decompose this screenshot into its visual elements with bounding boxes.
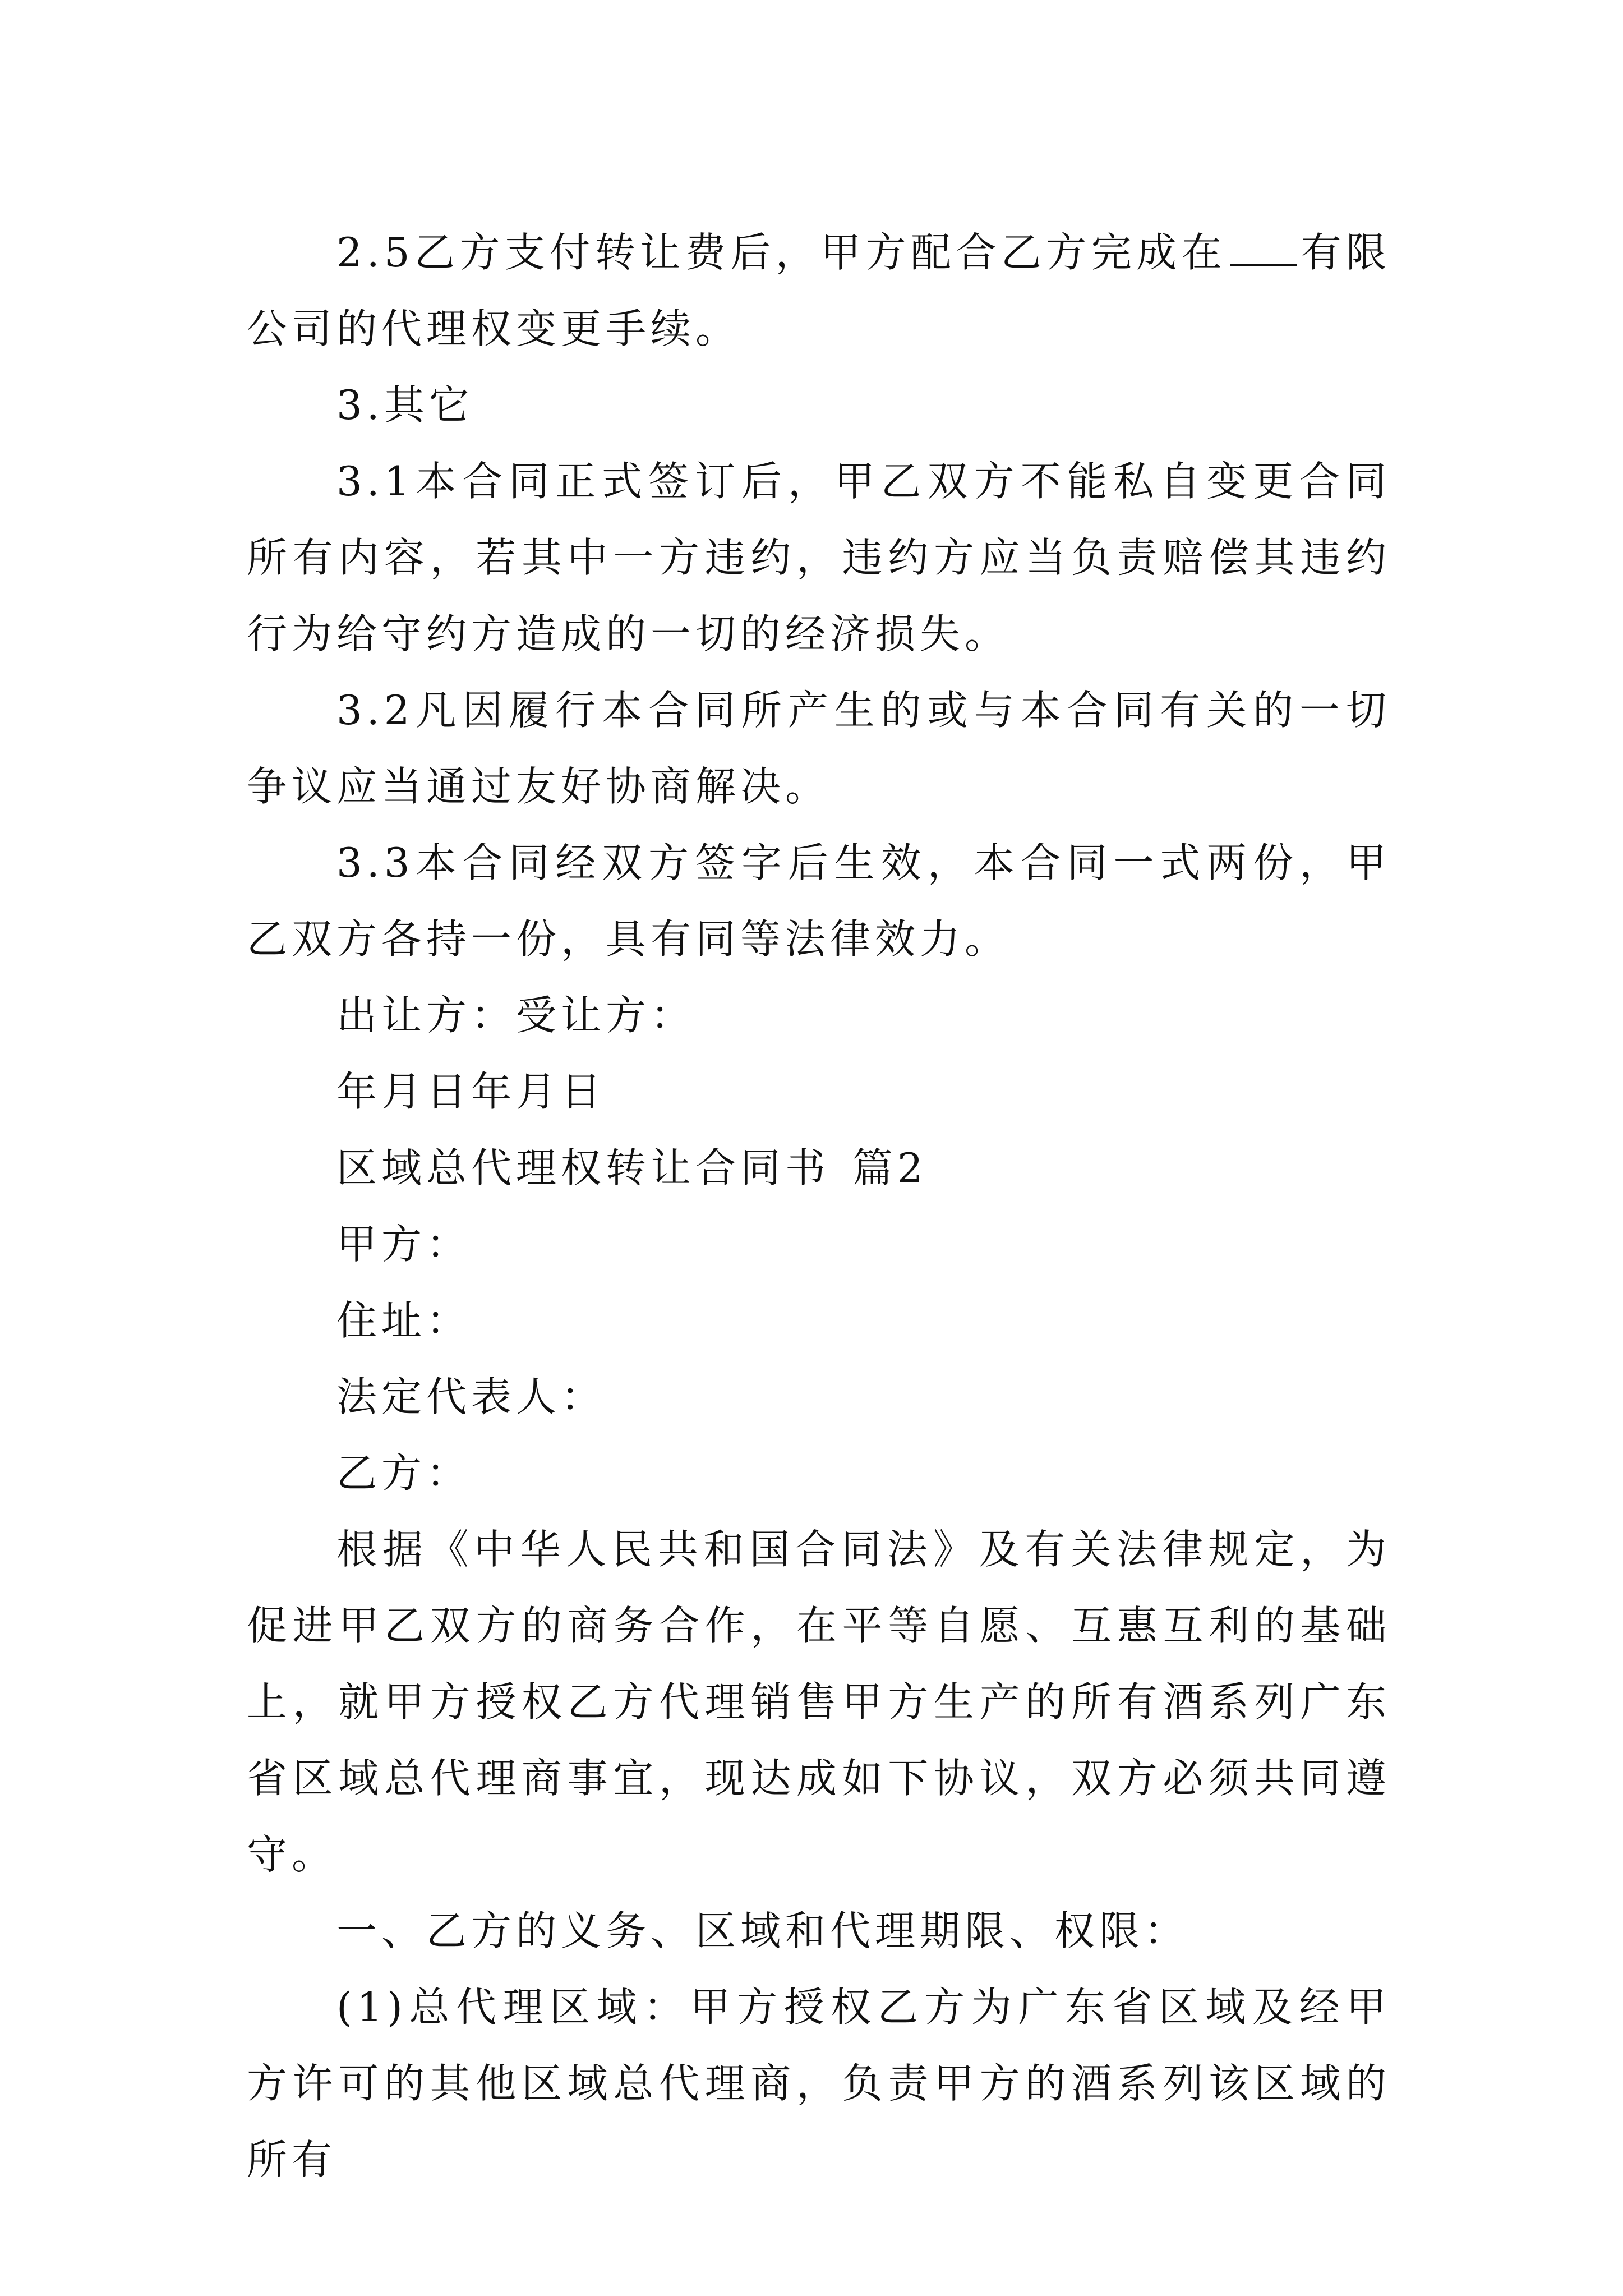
clause-2-5 (247, 214, 1391, 367)
contract-title-suffix: 篇2 (852, 1144, 928, 1191)
contract-title-2 (247, 1130, 1391, 1206)
signature-parties: 出让方：受让方： (336, 992, 696, 1039)
document-body (247, 214, 1391, 2198)
clause-3-2: 3.2凡因履行本合同所产生的或与本合同有关的一切争议应当通过友好协商解决。 (247, 687, 1391, 810)
party-b-label: 乙方： (336, 1450, 472, 1497)
address-label: 住址： (336, 1297, 472, 1344)
preamble-paragraph: 根据《中华人民共和国合同法》及有关法律规定，为促进甲乙双方的商务合作，在平等自愿、互惠互利的基础上，就甲方授权乙方代理销售甲方生产的所有酒系列广东省区域总代理商事宜，现达成如下协议，双方必须共同遵守。 (247, 1526, 1391, 1878)
legal-representative-label: 法定代表人： (336, 1373, 606, 1420)
party-a-label: 甲方： (336, 1221, 472, 1268)
section-3-heading: 3.其它 (336, 381, 474, 429)
signature-dates: 年月日年月日 (336, 1068, 606, 1115)
clause-3-1: 3.1本合同正式签订后，甲乙双方不能私自变更合同所有内容，若其中一方违约，违约方应当负责赔偿其违约行为给守约方造成的一切的经济损失。 (247, 458, 1391, 657)
blank-underline (1230, 231, 1297, 266)
article-1-heading: 一、乙方的义务、区域和代理期限、权限： (336, 1907, 1189, 1954)
clause-2-5-text-a: 2.5乙方支付转让费后，甲方配合乙方完成在 (336, 229, 1227, 276)
clause-3-3: 3.3本合同经双方签字后生效，本合同一式两份，甲乙双方各持一份，具有同等法律效力。 (247, 839, 1391, 963)
clause-2-5-text-b: 有限公司的代理权变更手续。 (247, 229, 1391, 352)
article-1-item-1: (1)总代理区域：甲方授权乙方为广东省区域及经甲方许可的其他区域总代理商，负责甲方的酒系列该区域的所有 (247, 1984, 1391, 2183)
contract-title-text: 区域总代理权转让合同书 (336, 1144, 831, 1191)
